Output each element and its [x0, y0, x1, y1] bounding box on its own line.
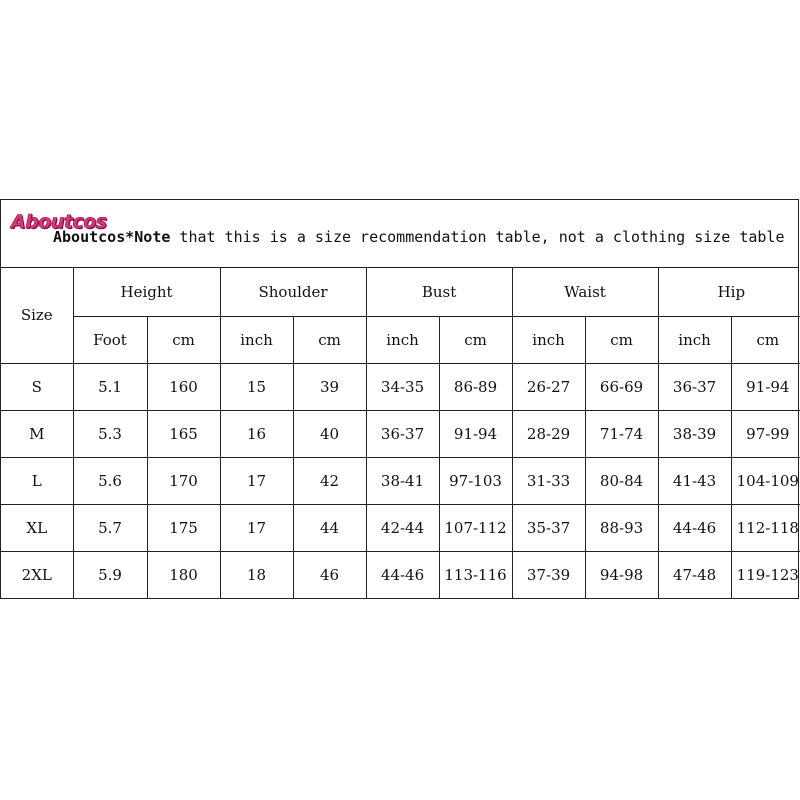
- unit-hip-inch: inch: [658, 316, 731, 363]
- table-row: [1, 457, 800, 504]
- waist-header: Waist: [512, 268, 658, 316]
- bust-header: Bust: [366, 268, 512, 316]
- bust-inch-cell: 36-37: [366, 410, 439, 457]
- waist-cm-cell: 88-93: [585, 504, 658, 551]
- height-cm-cell: 170: [147, 457, 220, 504]
- size-cell: M: [1, 410, 73, 457]
- waist-inch-cell: 37-39: [512, 551, 585, 598]
- unit-shoulder-inch: inch: [220, 316, 293, 363]
- table-row: [1, 410, 800, 457]
- table-row: [1, 363, 800, 410]
- unit-header-row: [1, 316, 800, 363]
- bust-cm-cell: 107-112: [439, 504, 512, 551]
- note-text: that this is a size recommendation table, not a clothing size table: [170, 228, 785, 246]
- hip-inch-cell: 47-48: [658, 551, 731, 598]
- bust-inch-cell: 42-44: [366, 504, 439, 551]
- height-cm-cell: 160: [147, 363, 220, 410]
- unit-waist-inch: inch: [512, 316, 585, 363]
- unit-height-foot: Foot: [73, 316, 147, 363]
- bust-cm-cell: 97-103: [439, 457, 512, 504]
- bust-cm-cell: 86-89: [439, 363, 512, 410]
- shoulder-inch-cell: 17: [220, 457, 293, 504]
- unit-bust-cm: cm: [439, 316, 512, 363]
- waist-inch-cell: 31-33: [512, 457, 585, 504]
- hip-cm-cell: 91-94: [731, 363, 800, 410]
- hip-inch-cell: 44-46: [658, 504, 731, 551]
- unit-hip-cm: cm: [731, 316, 800, 363]
- size-cell: S: [1, 363, 73, 410]
- waist-inch-cell: 26-27: [512, 363, 585, 410]
- bust-cm-cell: 91-94: [439, 410, 512, 457]
- height-foot-cell: 5.7: [73, 504, 147, 551]
- waist-cm-cell: 94-98: [585, 551, 658, 598]
- height-cm-cell: 180: [147, 551, 220, 598]
- height-foot-cell: 5.3: [73, 410, 147, 457]
- size-cell: XL: [1, 504, 73, 551]
- bust-inch-cell: 44-46: [366, 551, 439, 598]
- shoulder-inch-cell: 15: [220, 363, 293, 410]
- height-cm-cell: 175: [147, 504, 220, 551]
- height-foot-cell: 5.6: [73, 457, 147, 504]
- hip-header: Hip: [658, 268, 800, 316]
- table-row: [1, 551, 800, 598]
- hip-inch-cell: 38-39: [658, 410, 731, 457]
- shoulder-inch-cell: 17: [220, 504, 293, 551]
- unit-waist-cm: cm: [585, 316, 658, 363]
- size-cell: 2XL: [1, 551, 73, 598]
- hip-cm-cell: 112-118: [731, 504, 800, 551]
- size-cell: L: [1, 457, 73, 504]
- bust-cm-cell: 113-116: [439, 551, 512, 598]
- height-header: Height: [73, 268, 220, 316]
- waist-cm-cell: 71-74: [585, 410, 658, 457]
- hip-inch-cell: 36-37: [658, 363, 731, 410]
- size-table: [1, 268, 800, 598]
- shoulder-header: Shoulder: [220, 268, 366, 316]
- shoulder-inch-cell: 18: [220, 551, 293, 598]
- hip-cm-cell: 97-99: [731, 410, 800, 457]
- unit-shoulder-cm: cm: [293, 316, 366, 363]
- shoulder-inch-cell: 16: [220, 410, 293, 457]
- group-header-row: [1, 268, 800, 316]
- shoulder-cm-cell: 39: [293, 363, 366, 410]
- height-cm-cell: 165: [147, 410, 220, 457]
- shoulder-cm-cell: 46: [293, 551, 366, 598]
- waist-cm-cell: 66-69: [585, 363, 658, 410]
- waist-cm-cell: 80-84: [585, 457, 658, 504]
- unit-height-cm: cm: [147, 316, 220, 363]
- height-foot-cell: 5.9: [73, 551, 147, 598]
- bust-inch-cell: 38-41: [366, 457, 439, 504]
- hip-cm-cell: 119-123: [731, 551, 800, 598]
- waist-inch-cell: 35-37: [512, 504, 585, 551]
- size-chart: [0, 199, 799, 599]
- hip-inch-cell: 41-43: [658, 457, 731, 504]
- waist-inch-cell: 28-29: [512, 410, 585, 457]
- shoulder-cm-cell: 40: [293, 410, 366, 457]
- chart-header: [1, 200, 798, 268]
- unit-bust-inch: inch: [366, 316, 439, 363]
- size-note: [53, 228, 785, 246]
- bust-inch-cell: 34-35: [366, 363, 439, 410]
- brand-logo: Aboutcos: [11, 211, 107, 233]
- shoulder-cm-cell: 44: [293, 504, 366, 551]
- shoulder-cm-cell: 42: [293, 457, 366, 504]
- note-brand: Aboutcos*Note: [53, 228, 171, 246]
- table-row: [1, 504, 800, 551]
- size-header: Size: [1, 268, 73, 363]
- height-foot-cell: 5.1: [73, 363, 147, 410]
- hip-cm-cell: 104-109: [731, 457, 800, 504]
